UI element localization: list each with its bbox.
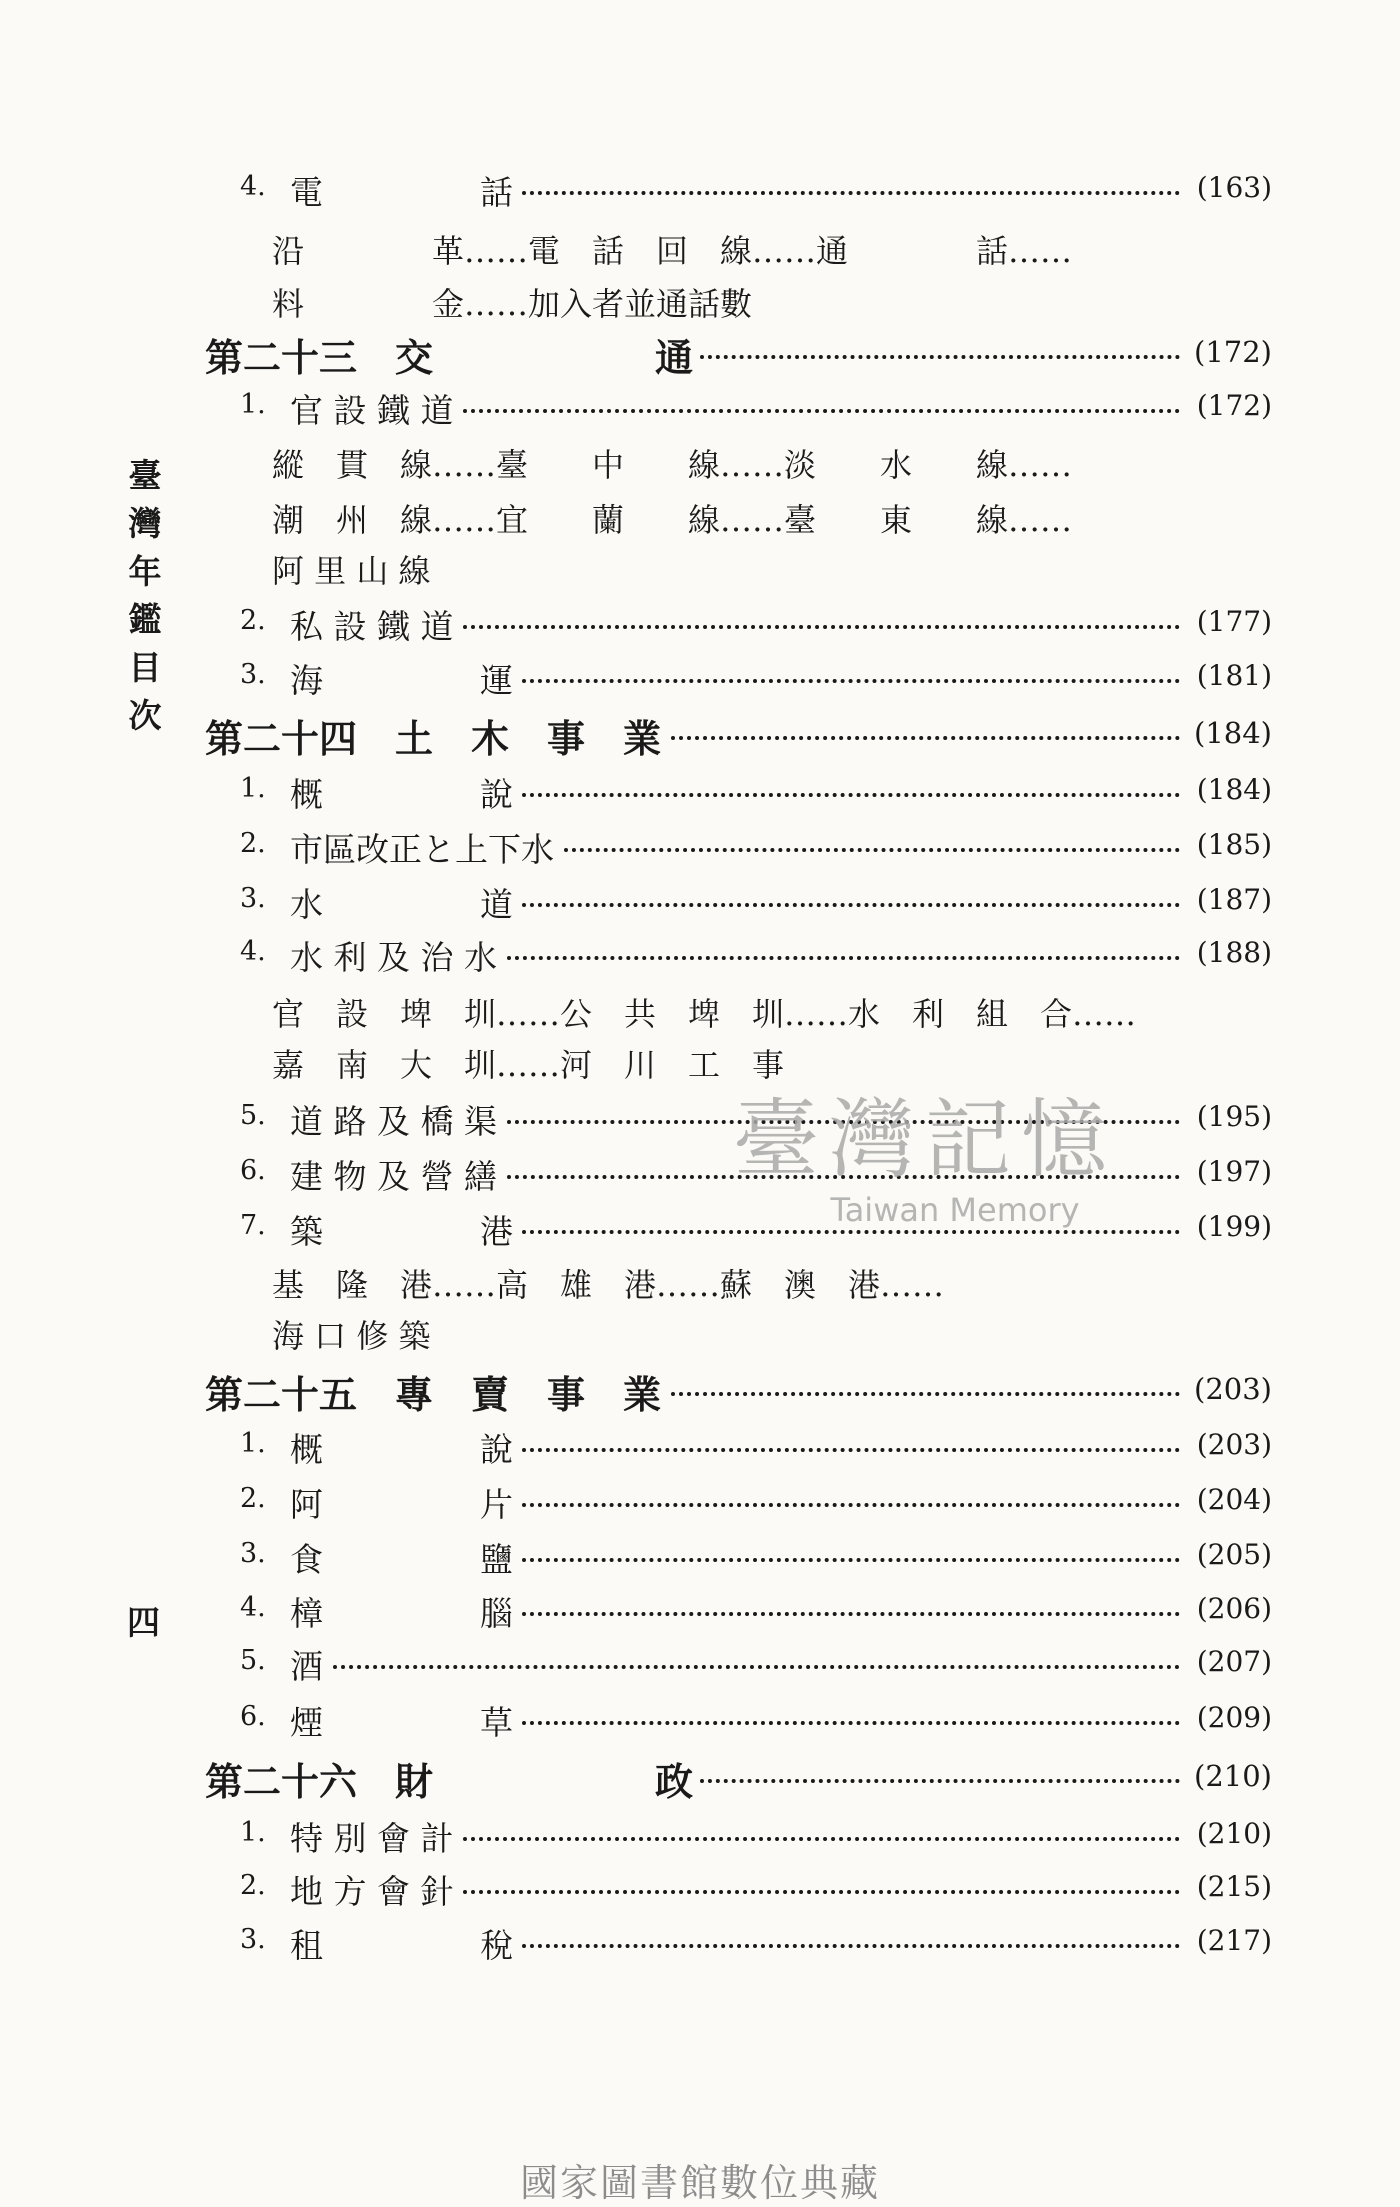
toc-item-number: 3. [240, 883, 266, 914]
toc-item-title [290, 1534, 513, 1581]
footer-archive-label: 國家圖書館數位典藏 [519, 2161, 880, 2205]
toc-item-number: 3. [240, 659, 266, 690]
toc-item-number: 4. [240, 171, 266, 202]
toc-item-title [290, 932, 497, 979]
toc-subtopics-text: 嘉 南 大 圳……河 川 工 事 [272, 1046, 785, 1084]
toc-item-title [290, 167, 513, 214]
toc-title-part: 阿 [290, 1485, 323, 1524]
toc-item-number: 3. [240, 1924, 266, 1955]
toc-item-title [290, 1424, 513, 1471]
toc-item-title [290, 655, 513, 702]
toc-item-title [290, 601, 453, 648]
toc-title-part: 腦 [480, 1594, 513, 1633]
toc-item-title [290, 385, 453, 432]
toc-subtopics-text: 基 隆 港……高 雄 港……蘇 澳 港…… [272, 1266, 945, 1304]
toc-dot-leader [700, 1779, 1180, 1783]
toc-item-number: 4. [240, 936, 266, 967]
toc-title-part: 概 [290, 775, 323, 814]
toc-dot-leader [507, 956, 1180, 960]
toc-dot-leader [522, 1558, 1180, 1562]
toc-dot-leader [671, 736, 1180, 740]
watermark-english: Taiwan Memory [830, 1191, 1080, 1229]
toc-item-number: 1. [240, 773, 266, 804]
toc-item-title [290, 1641, 323, 1688]
margin-title-char: 年 [128, 552, 162, 591]
toc-title-part: 水 利 及 治 水 [290, 938, 497, 977]
toc-item-row [0, 763, 1400, 813]
toc-chapter-row [0, 1362, 1400, 1417]
toc-dot-leader [522, 191, 1180, 195]
toc-item-title [290, 879, 513, 926]
toc-item-title [290, 769, 513, 816]
toc-item-title [290, 1813, 453, 1860]
margin-title-char: 臺 [128, 456, 162, 495]
toc-item-row [0, 1473, 1400, 1523]
toc-subtopics-row [0, 273, 1400, 323]
toc-item-title [290, 1479, 513, 1526]
toc-title-part: 稅 [480, 1926, 513, 1965]
toc-item-row [0, 1528, 1400, 1578]
toc-dot-leader [700, 355, 1180, 359]
toc-item-number: 2. [240, 1870, 266, 1901]
toc-page-number: (207) [1196, 1645, 1272, 1678]
toc-subtopics-row [0, 1305, 1400, 1355]
toc-item-number: 1. [240, 1817, 266, 1848]
toc-title-part: 鹽 [480, 1540, 513, 1579]
toc-dot-leader [333, 1665, 1180, 1669]
toc-page-number: (197) [1196, 1155, 1272, 1188]
toc-subtopics-row [0, 489, 1400, 539]
toc-page-number: (187) [1196, 883, 1272, 916]
toc-item-title [290, 1920, 513, 1967]
toc-title-part: 築 [290, 1212, 323, 1251]
toc-page-number: (172) [1196, 389, 1272, 422]
toc-title-part: 港 [480, 1212, 513, 1251]
toc-dot-leader [522, 1944, 1180, 1948]
margin-title-char: 灣 [128, 504, 162, 543]
toc-title-part: 運 [480, 661, 513, 700]
toc-title-part: 私 設 鐵 道 [290, 607, 454, 646]
toc-chapter-row [0, 706, 1400, 761]
toc-item-row [0, 595, 1400, 645]
toc-subtopics-text: 料 金……加入者並通話數 [272, 285, 753, 323]
toc-item-number: 2. [240, 828, 266, 859]
toc-page-number: (181) [1196, 659, 1272, 692]
toc-title-part: 地 方 會 針 [290, 1872, 454, 1911]
toc-item-title [290, 1206, 513, 1253]
toc-title-part: 特 別 會 計 [290, 1819, 454, 1858]
toc-item-number: 5. [240, 1645, 266, 1676]
toc-subtopics-row [0, 1254, 1400, 1304]
toc-dot-leader [463, 1890, 1180, 1894]
toc-subtopics-row [0, 1034, 1400, 1084]
toc-title-part: 道 路 及 橋 渠 [290, 1102, 497, 1141]
toc-title-part: 第二十六 財 [205, 1759, 434, 1804]
toc-dot-leader [522, 793, 1180, 797]
toc-title-part: 建 物 及 營 繕 [290, 1157, 497, 1196]
toc-subtopics-text: 沿 革……電 話 回 線……通 話…… [272, 232, 1073, 270]
toc-item-number: 5. [240, 1100, 266, 1131]
toc-item-row [0, 1582, 1400, 1632]
toc-item-row [0, 379, 1400, 429]
toc-dot-leader [522, 1230, 1180, 1234]
toc-subtopics-row [0, 983, 1400, 1033]
toc-subtopics-text: 官 設 埤 圳……公 共 埤 圳……水 利 組 合…… [272, 995, 1137, 1033]
toc-chapter-title [205, 708, 661, 763]
toc-title-part: 片 [480, 1485, 513, 1524]
toc-item-row [0, 1691, 1400, 1741]
toc-item-number: 2. [240, 1483, 266, 1514]
margin-title-char: 次 [128, 696, 162, 735]
toc-page-number: (199) [1196, 1210, 1272, 1243]
toc-title-part: 海 [290, 661, 323, 700]
toc-page-number: (205) [1196, 1538, 1272, 1571]
toc-item-title [290, 1588, 513, 1635]
toc-page-number: (195) [1196, 1100, 1272, 1133]
toc-subtopics-row [0, 540, 1400, 590]
toc-title-part: 草 [480, 1703, 513, 1742]
toc-chapter-row [0, 325, 1400, 380]
toc-item-title [290, 1866, 453, 1913]
toc-title-part: 第二十三 交 [205, 335, 434, 380]
toc-item-row [0, 161, 1400, 211]
toc-dot-leader [564, 848, 1180, 852]
toc-item-row [0, 818, 1400, 868]
toc-chapter-title [205, 1751, 694, 1806]
watermark [690, 1090, 1160, 1230]
toc-page-number: (185) [1196, 828, 1272, 861]
toc-title-part: 概 [290, 1430, 323, 1469]
toc-subtopics-text: 阿 里 山 線 [272, 552, 431, 590]
toc-title-part: 租 [290, 1926, 323, 1965]
toc-item-number: 6. [240, 1155, 266, 1186]
toc-title-part: 通 [655, 335, 694, 380]
toc-dot-leader [522, 903, 1180, 907]
toc-page-number: (184) [1194, 716, 1272, 750]
toc-page-number: (184) [1196, 773, 1272, 806]
toc-dot-leader [463, 625, 1180, 629]
toc-page-number: (204) [1196, 1483, 1272, 1516]
toc-page-number: (203) [1194, 1372, 1272, 1406]
toc-subtopics-row [0, 434, 1400, 484]
toc-title-part: 政 [655, 1759, 694, 1804]
toc-page-number: (163) [1196, 171, 1272, 204]
toc-title-part: 話 [480, 173, 513, 212]
toc-page-number: (209) [1196, 1701, 1272, 1734]
toc-dot-leader [463, 409, 1180, 413]
toc-page-number: (172) [1194, 335, 1272, 369]
toc-item-title [290, 1096, 497, 1143]
toc-title-part: 市區改正と上下水 [290, 830, 554, 869]
toc-item-title [290, 824, 554, 871]
toc-item-number: 3. [240, 1538, 266, 1569]
toc-item-number: 6. [240, 1701, 266, 1732]
toc-item-title [290, 1151, 497, 1198]
toc-item-row [0, 649, 1400, 699]
toc-item-row [0, 1914, 1400, 1964]
toc-title-part: 酒 [290, 1647, 323, 1686]
toc-page-number: (215) [1196, 1870, 1272, 1903]
toc-title-part: 水 [290, 885, 323, 924]
page-number: 四 [127, 1603, 160, 1642]
toc-subtopics-text: 縱 貫 線……臺 中 線……淡 水 線…… [272, 446, 1073, 484]
toc-subtopics-text: 海 口 修 築 [272, 1317, 431, 1355]
toc-dot-leader [522, 679, 1180, 683]
toc-page-number: (203) [1196, 1428, 1272, 1461]
toc-subtopics-text: 潮 州 線……宜 蘭 線……臺 東 線…… [272, 501, 1073, 539]
toc-title-part: 道 [480, 885, 513, 924]
toc-dot-leader [522, 1503, 1180, 1507]
toc-page-number: (188) [1196, 936, 1272, 969]
toc-title-part: 說 [480, 775, 513, 814]
toc-title-part: 說 [480, 1430, 513, 1469]
toc-item-row [0, 873, 1400, 923]
toc-item-row [0, 926, 1400, 976]
toc-subtopics-row [0, 220, 1400, 270]
toc-title-part: 第二十五 專 賣 事 業 [205, 1372, 662, 1417]
toc-page-number: (206) [1196, 1592, 1272, 1625]
toc-item-row [0, 1635, 1400, 1685]
toc-dot-leader [522, 1448, 1180, 1452]
toc-chapter-row [0, 1749, 1400, 1804]
toc-item-number: 1. [240, 1428, 266, 1459]
toc-page-number: (210) [1194, 1759, 1272, 1793]
toc-title-part: 官 設 鐵 道 [290, 391, 454, 430]
toc-item-number: 1. [240, 389, 266, 420]
toc-dot-leader [522, 1721, 1180, 1725]
margin-title-char: 鑑 [128, 600, 162, 639]
toc-item-row [0, 1418, 1400, 1468]
toc-title-part: 食 [290, 1540, 323, 1579]
margin-title-char: 目 [128, 648, 162, 687]
toc-page-number: (217) [1196, 1924, 1272, 1957]
toc-dot-leader [671, 1392, 1180, 1396]
toc-item-row [0, 1807, 1400, 1857]
toc-title-part: 煙 [290, 1703, 323, 1742]
toc-page-number: (177) [1196, 605, 1272, 638]
toc-dot-leader [522, 1612, 1180, 1616]
toc-dot-leader [463, 1837, 1180, 1841]
toc-item-number: 4. [240, 1592, 266, 1623]
toc-chapter-title [205, 327, 694, 382]
toc-title-part: 樟 [290, 1594, 323, 1633]
toc-item-number: 2. [240, 605, 266, 636]
watermark-chinese: 臺灣記憶 [733, 1090, 1117, 1190]
toc-item-row [0, 1860, 1400, 1910]
toc-title-part: 第二十四 土 木 事 業 [205, 716, 662, 761]
toc-title-part: 電 [290, 173, 323, 212]
toc-page-number: (210) [1196, 1817, 1272, 1850]
toc-item-number: 7. [240, 1210, 266, 1241]
toc-chapter-title [205, 1364, 661, 1419]
toc-item-title [290, 1697, 513, 1744]
